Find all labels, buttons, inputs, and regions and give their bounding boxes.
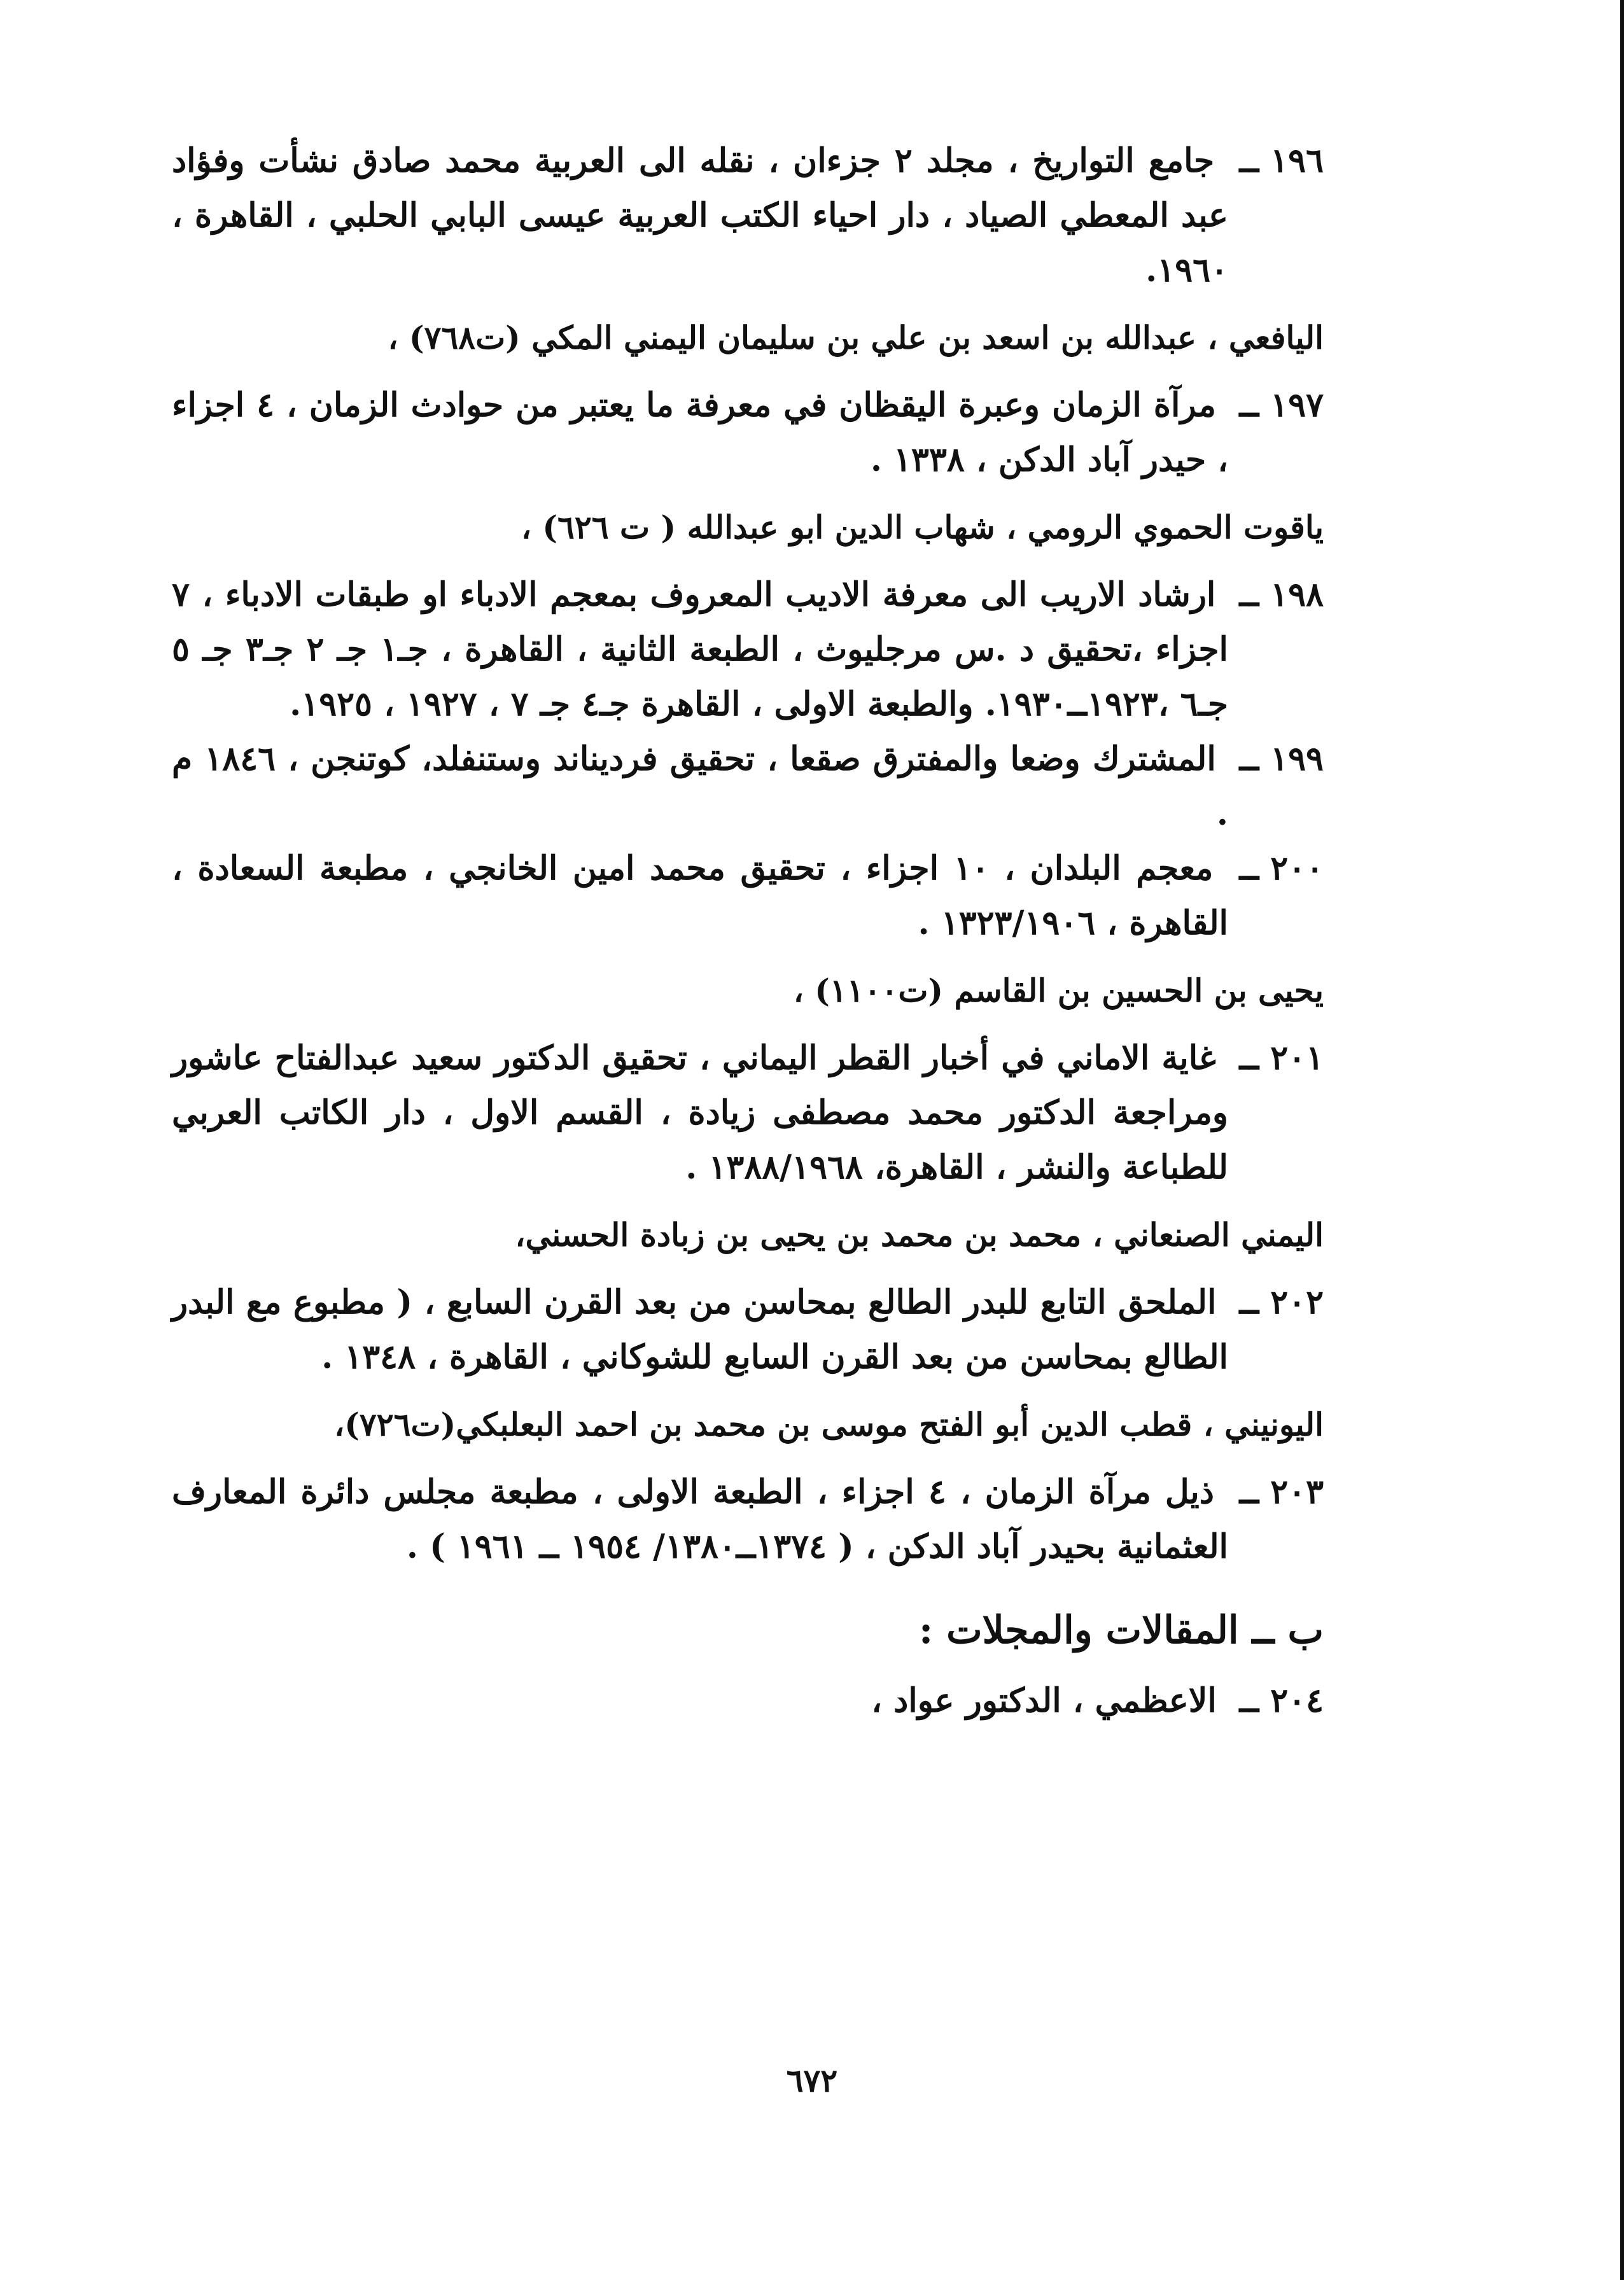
entry-text: ارشاد الاريب الى معرفة الاديب المعروف بمعجم الادباء او طبقات الادباء ، ٧ اجزاء ،تحقيق د .س مرجليوث ، الطبعة الثانية ، القاهرة ، جـ١ جـ ٢ جـ٣ جـ ٥ جـ٦ ،١٩٢٣ــ١٩٣٠. والطبعة الاولى ، القاهرة جـ٤ جـ ٧ ، ١٩٢٧ ، ١٩٢٥. — [172, 575, 1228, 724]
section-heading-articles: ب ــ المقالات والمجلات : — [919, 1608, 1324, 1653]
author-heading-yafii: اليافعي ، عبدالله بن اسعد بن علي بن سليمان اليمني المكي (ت٧٦٨) ، — [388, 319, 1324, 356]
page-edge-rule — [1620, 0, 1624, 2280]
entry-text: غاية الاماني في أخبار القطر اليماني ، تحقيق الدكتور سعيد عبدالفتاح عاشور ومراجعة الدكتور محمد مصطفى زيادة ، القسم الاول ، دار الكاتب العربي للطباعة والنشر ، القاهرة، ١٣٨٨/١٩٦٨ . — [172, 1039, 1228, 1187]
entry-text: ذيل مرآة الزمان ، ٤ اجزاء ، الطبعة الاولى ، مطبعة مجلس دائرة المعارف العثمانية بحيدر آباد الدكن ، ( ١٣٧٤ــ١٣٨٠/ ١٩٥٤ ــ ١٩٦١ ) . — [172, 1472, 1228, 1566]
entry-number: ١٩٨ ــ — [1239, 575, 1324, 614]
entry-number: ١٩٩ ــ — [1239, 739, 1324, 778]
author-heading-yunini: اليونيني ، قطب الدين أبو الفتح موسى بن محمد بن احمد البعلبكي(ت٧٢٦)، — [334, 1406, 1324, 1443]
entry-number: ١٩٧ ــ — [1239, 386, 1324, 424]
entry-text: جامع التواريخ ، مجلد ٢ جزءان ، نقله الى العربية محمد صادق نشأت وفؤاد عبد المعطي الصياد ، دار احياء الكتب العربية عيسى البابي الحلبي ، القاهرة ، ١٩٦٠. — [172, 141, 1228, 290]
bibliography-entry-203 — [172, 1465, 1324, 1574]
author-heading-yahya: يحيى بن الحسين بن القاسم (ت١١٠٠) ، — [793, 972, 1324, 1009]
entry-number: ٢٠١ ــ — [1239, 1039, 1324, 1077]
entry-text: معجم البلدان ، ١٠ اجزاء ، تحقيق محمد امين الخانجي ، مطبعة السعادة ، القاهرة ، ١٣٢٣/١٩٠٦ . — [172, 849, 1228, 942]
entry-number: ٢٠٤ ــ — [1239, 1681, 1324, 1720]
entry-number: ٢٠٢ ــ — [1239, 1283, 1324, 1322]
entry-text: مرآة الزمان وعبرة اليقظان في معرفة ما يعتبر من حوادث الزمان ، ٤ اجزاء ، حيدر آباد الدكن ، ١٣٣٨ . — [172, 386, 1228, 479]
bibliography-column — [172, 134, 1324, 1728]
bibliography-entry-196 — [172, 134, 1324, 298]
entry-text: الاعظمي ، الدكتور عواد ، — [871, 1681, 1217, 1720]
author-heading-sanani: اليمني الصنعاني ، محمد بن محمد بن يحيى بن زبادة الحسني، — [515, 1216, 1324, 1254]
bibliography-entry-201 — [172, 1031, 1324, 1195]
bibliography-entry-198 — [172, 568, 1324, 732]
entry-text: الملحق التابع للبدر الطالع بمحاسن من بعد القرن السابع ، ( مطبوع مع البدر الطالع بمحاسن من بعد القرن السابع للشوكاني ، القاهرة ، ١٣٤٨ . — [172, 1283, 1228, 1376]
bibliography-entry-204 — [172, 1674, 1324, 1728]
entry-number: ١٩٦ ــ — [1239, 141, 1324, 180]
page-number: ٦٧٢ — [786, 2062, 838, 2099]
entry-text: المشترك وضعا والمفترق صقعا ، تحقيق فرديناند وستنفلد، كوتنجن ، ١٨٤٦ م . — [172, 739, 1228, 833]
bibliography-entry-197 — [172, 378, 1324, 487]
bibliography-entry-199 — [172, 732, 1324, 841]
author-heading-yaqut: ياقوت الحموي الرومي ، شهاب الدين ابو عبدالله ( ت ٦٢٦) ، — [521, 508, 1324, 546]
bibliography-entry-200 — [172, 841, 1324, 951]
bibliography-entry-202 — [172, 1275, 1324, 1385]
entry-number: ٢٠٣ ــ — [1239, 1472, 1324, 1511]
entry-number: ٢٠٠ ــ — [1239, 849, 1324, 888]
